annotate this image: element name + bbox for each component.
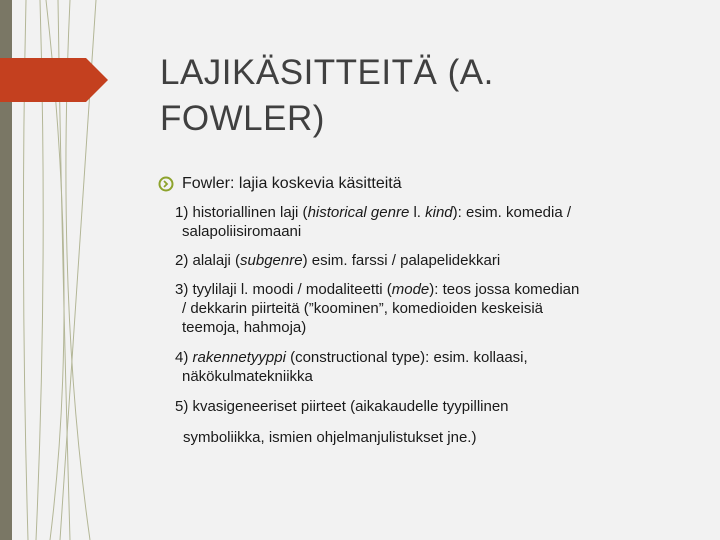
item-3-line-3: teemoja, hahmoja) [182,319,307,336]
list-item-continuation [183,428,703,447]
title-accent-banner [0,58,108,102]
item-3-line-2: / dekkarin piirteitä (”koominen”, komedioiden keskeisiä [182,300,543,317]
item-3-text: 3) tyylilaji l. moodi / modaliteetti ( [175,281,392,298]
item-1-italic: historical genre [307,204,410,221]
item-3-text-2: ): teos jossa komedian [429,281,580,298]
title-line-2: FOWLER) [160,99,325,138]
item-1-line-2: salapoliisiromaani [182,223,302,240]
list-item [175,203,695,241]
item-4-italic: rakennetyyppi [192,349,286,366]
item-2-text-2: ) esim. farssi / palapelidekkari [302,252,501,269]
item-1-text-3: ): esim. komedia / [452,204,572,221]
list-item [175,348,695,386]
slide-title [160,50,680,142]
bullet-row [158,173,402,195]
bullet-text: Fowler: lajia koskevia käsitteitä [182,175,402,192]
item-2-text: 2) alalaji ( [175,252,241,269]
item-2-italic: subgenre [240,252,303,269]
item-1-text-2: l. [409,204,426,221]
item-1-text: 1) historiallinen laji ( [175,204,308,221]
item-5-line-2: symboliikka, ismien ohjelmanjulistukset jne.) [183,429,477,446]
item-1-italic-2: kind [425,204,453,221]
item-4-text-2: (constructional type): esim. kollaasi, [285,349,528,366]
item-3-italic: mode [391,281,430,298]
item-5-text: 5) kvasigeneeriset piirteet (aikakaudelle tyypillinen [175,398,509,415]
item-4-text: 4) [175,349,193,366]
list-item [175,251,695,270]
list-item [175,280,695,337]
item-4-line-2: näkökulmatekniikka [182,368,313,385]
circle-arrow-bullet-icon [158,176,174,192]
title-line-1: LAJIKÄSITTEITÄ (A. [160,53,494,92]
list-item [175,397,695,416]
